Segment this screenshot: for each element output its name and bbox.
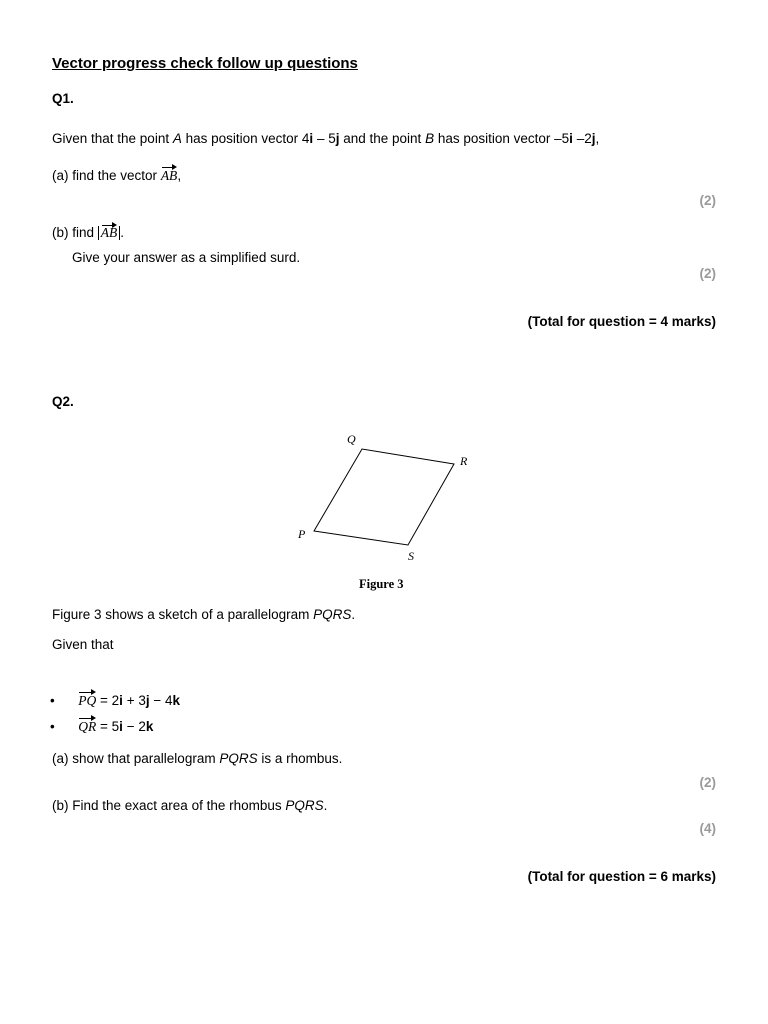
q1-intro: Given that the point A has position vector 4i – 5j and the point B has position vector –5i –2j, <box>52 131 600 146</box>
q1-part-b: (b) find AB . <box>52 225 125 240</box>
vector-pq: PQ <box>78 693 97 708</box>
magnitude-bars <box>98 226 121 240</box>
q2-heading: Q2. <box>52 394 74 409</box>
q2-total: (Total for question = 6 marks) <box>527 869 716 884</box>
vertex-label-s: S <box>408 549 414 563</box>
q2-part-a-marks: (2) <box>699 775 716 790</box>
q1-total: (Total for question = 4 marks) <box>527 314 716 329</box>
q2-part-b-marks: (4) <box>699 821 716 836</box>
q1-part-a-marks: (2) <box>699 193 716 208</box>
page-title: Vector progress check follow up questions <box>52 55 358 72</box>
q1-part-b-marks: (2) <box>699 266 716 281</box>
q2-part-b: (b) Find the exact area of the rhombus PQRS. <box>52 798 328 813</box>
vector-ab: AB <box>160 168 178 183</box>
vector-qr: QR <box>78 719 97 734</box>
bullet-qr: • QR = 5i − 2k <box>50 719 154 734</box>
parallelogram-figure <box>290 428 480 593</box>
q2-text-2: Given that <box>52 637 114 652</box>
q1-heading: Q1. <box>52 91 74 106</box>
q2-text-1: Figure 3 shows a sketch of a parallelogram PQRS. <box>52 607 356 622</box>
q1-part-a: (a) find the vector AB, <box>52 168 182 183</box>
parallelogram-pqrs <box>314 449 454 545</box>
figure-caption: Figure 3 <box>359 577 404 591</box>
bullet-pq: • PQ = 2i + 3j − 4k <box>50 693 181 708</box>
vertex-label-r: R <box>460 454 468 468</box>
q2-part-a: (a) show that parallelogram PQRS is a rhombus. <box>52 751 343 766</box>
vertex-label-q: Q <box>347 432 356 446</box>
vector-ab: AB <box>100 225 118 240</box>
q1-part-b-instruction: Give your answer as a simplified surd. <box>72 250 301 265</box>
vertex-label-p: P <box>298 527 306 541</box>
